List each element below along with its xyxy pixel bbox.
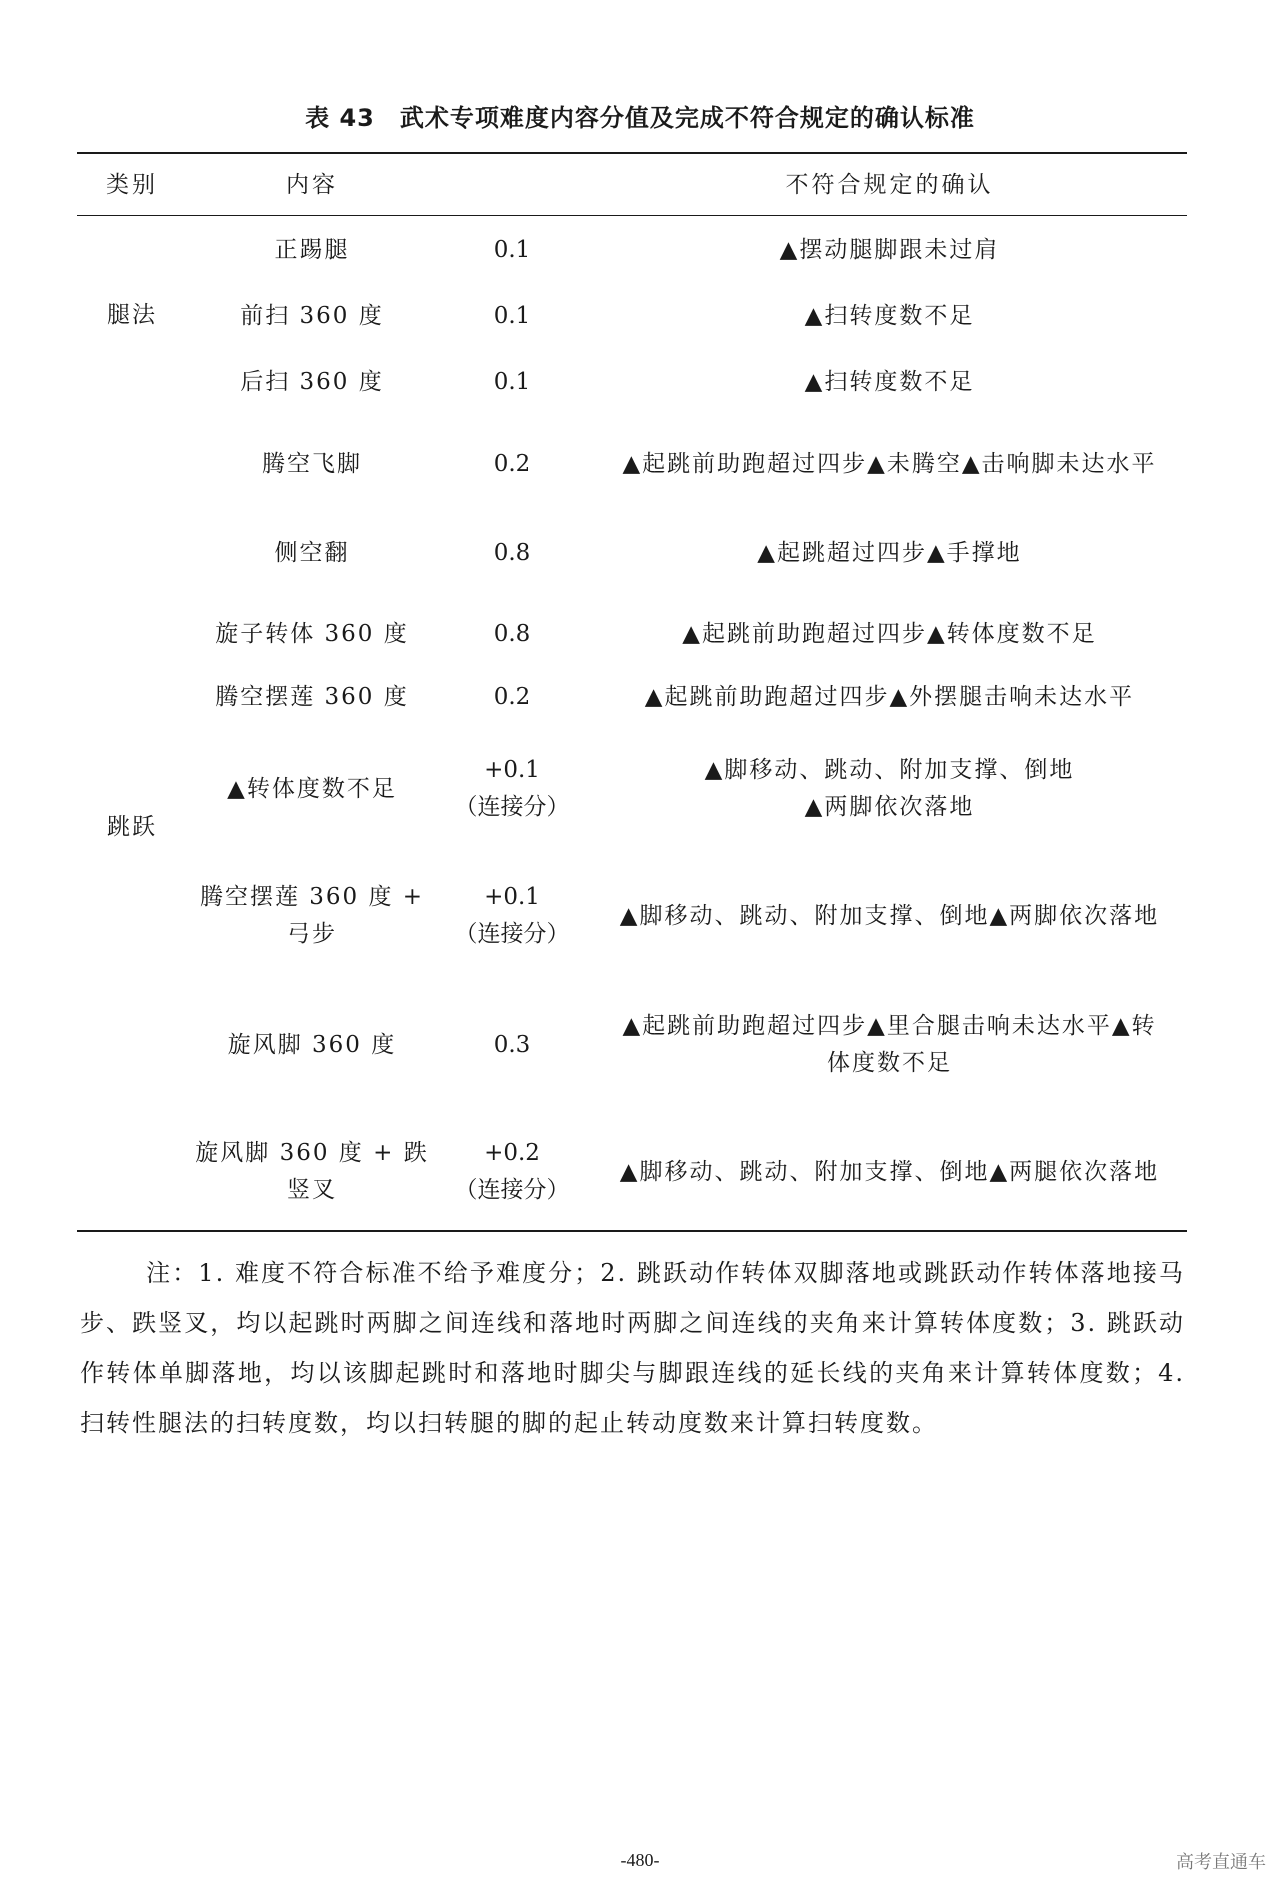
table-note xyxy=(80,1248,1185,1448)
row-6-name: 腾空摆莲 360 度 xyxy=(215,683,409,710)
row-5-value: 0.8 xyxy=(493,620,531,647)
row-8-name: 腾空摆莲 360 度 + xyxy=(199,884,425,910)
row-10-name-cell xyxy=(187,1135,437,1209)
row-10-value-cell xyxy=(437,1135,587,1209)
row-8-name-cell xyxy=(187,879,437,953)
table-top-rule xyxy=(77,152,1187,154)
row-3-value: 0.2 xyxy=(493,450,531,477)
row-7-name: ▲转体度数不足 xyxy=(227,775,397,802)
row-1-value: 0.1 xyxy=(493,302,531,329)
header-content: 内容 xyxy=(286,171,338,198)
category-jump: 跳跃 xyxy=(107,813,157,840)
table-title: 表 43 武术专项难度内容分值及完成不符合规定的确认标准 xyxy=(305,104,975,132)
row-9-name: 旋风脚 360 度 xyxy=(227,1031,397,1058)
row-10-name: 旋风脚 360 度 + 跌 xyxy=(195,1140,429,1166)
category-leg: 腿法 xyxy=(107,301,157,328)
row-5-name: 旋子转体 360 度 xyxy=(215,620,409,647)
row-10-name-line2: 竖叉 xyxy=(287,1177,337,1203)
row-1-desc: ▲扫转度数不足 xyxy=(804,302,975,329)
row-9-value: 0.3 xyxy=(493,1031,531,1058)
row-2-desc: ▲扫转度数不足 xyxy=(804,368,975,395)
header-confirm: 不符合规定的确认 xyxy=(785,171,994,198)
row-4-name: 侧空翻 xyxy=(274,539,350,566)
row-4-value: 0.8 xyxy=(493,539,531,566)
row-8-desc: ▲脚移动、跳动、附加支撑、倒地▲两脚依次落地 xyxy=(619,902,1160,929)
row-7-desc-cell xyxy=(587,752,1192,826)
row-9-desc-cell xyxy=(587,1008,1192,1082)
row-7-value-cell xyxy=(437,752,587,826)
row-0-name: 正踢腿 xyxy=(274,236,350,263)
row-3-name: 腾空飞脚 xyxy=(262,450,362,477)
table-bottom-rule xyxy=(77,1230,1187,1232)
row-10-value: +0.2 xyxy=(484,1140,540,1166)
row-7-value-note: （连接分） xyxy=(454,794,570,820)
row-8-value-note: （连接分） xyxy=(454,921,570,947)
row-0-value: 0.1 xyxy=(493,236,531,263)
table-header-rule xyxy=(77,215,1187,216)
row-1-name: 前扫 360 度 xyxy=(240,302,384,329)
header-category: 类别 xyxy=(106,171,158,198)
row-2-name: 后扫 360 度 xyxy=(240,368,384,395)
row-2-value: 0.1 xyxy=(493,368,531,395)
row-4-desc: ▲起跳超过四步▲手撑地 xyxy=(757,539,1022,566)
watermark: 高考直通车 xyxy=(1176,1852,1266,1873)
row-8-value: +0.1 xyxy=(484,884,540,910)
row-6-value: 0.2 xyxy=(493,683,531,710)
row-3-desc: ▲起跳前助跑超过四步▲未腾空▲击响脚未达水平 xyxy=(622,450,1157,477)
row-7-value: +0.1 xyxy=(484,757,540,783)
row-6-desc: ▲起跳前助跑超过四步▲外摆腿击响未达水平 xyxy=(644,683,1135,710)
row-8-name-line2: 弓步 xyxy=(287,921,337,947)
page-number: -480- xyxy=(620,1850,660,1870)
row-7-desc-line2: ▲两脚依次落地 xyxy=(804,794,975,820)
table-note-text: 注：1. 难度不符合标准不给予难度分；2. 跳跃动作转体双脚落地或跳跃动作转体落地接马步、跌竖叉，均以起跳时两脚之间连线和落地时两脚之间连线的夹角来计算转体度数；3. 跳跃动作转体单脚落地，均以该脚起跳时和落地时脚尖与脚跟连线的延长线的夹角来计算转体度数；4. 扫转性腿法的扫转度数，均以扫转腿的脚的起止转动度数来计算扫转度数。 xyxy=(80,1259,1185,1437)
row-8-value-cell xyxy=(437,879,587,953)
header-value xyxy=(437,160,587,210)
row-10-desc: ▲脚移动、跳动、附加支撑、倒地▲两腿依次落地 xyxy=(619,1158,1160,1185)
row-5-desc: ▲起跳前助跑超过四步▲转体度数不足 xyxy=(682,620,1097,647)
row-0-desc: ▲摆动腿脚跟未过肩 xyxy=(779,236,1000,263)
row-9-desc: ▲起跳前助跑超过四步▲里合腿击响未达水平▲转 xyxy=(622,1013,1157,1039)
row-7-desc: ▲脚移动、跳动、附加支撑、倒地 xyxy=(704,757,1075,783)
row-9-desc-line2: 体度数不足 xyxy=(827,1050,952,1076)
row-10-value-note: （连接分） xyxy=(454,1177,570,1203)
